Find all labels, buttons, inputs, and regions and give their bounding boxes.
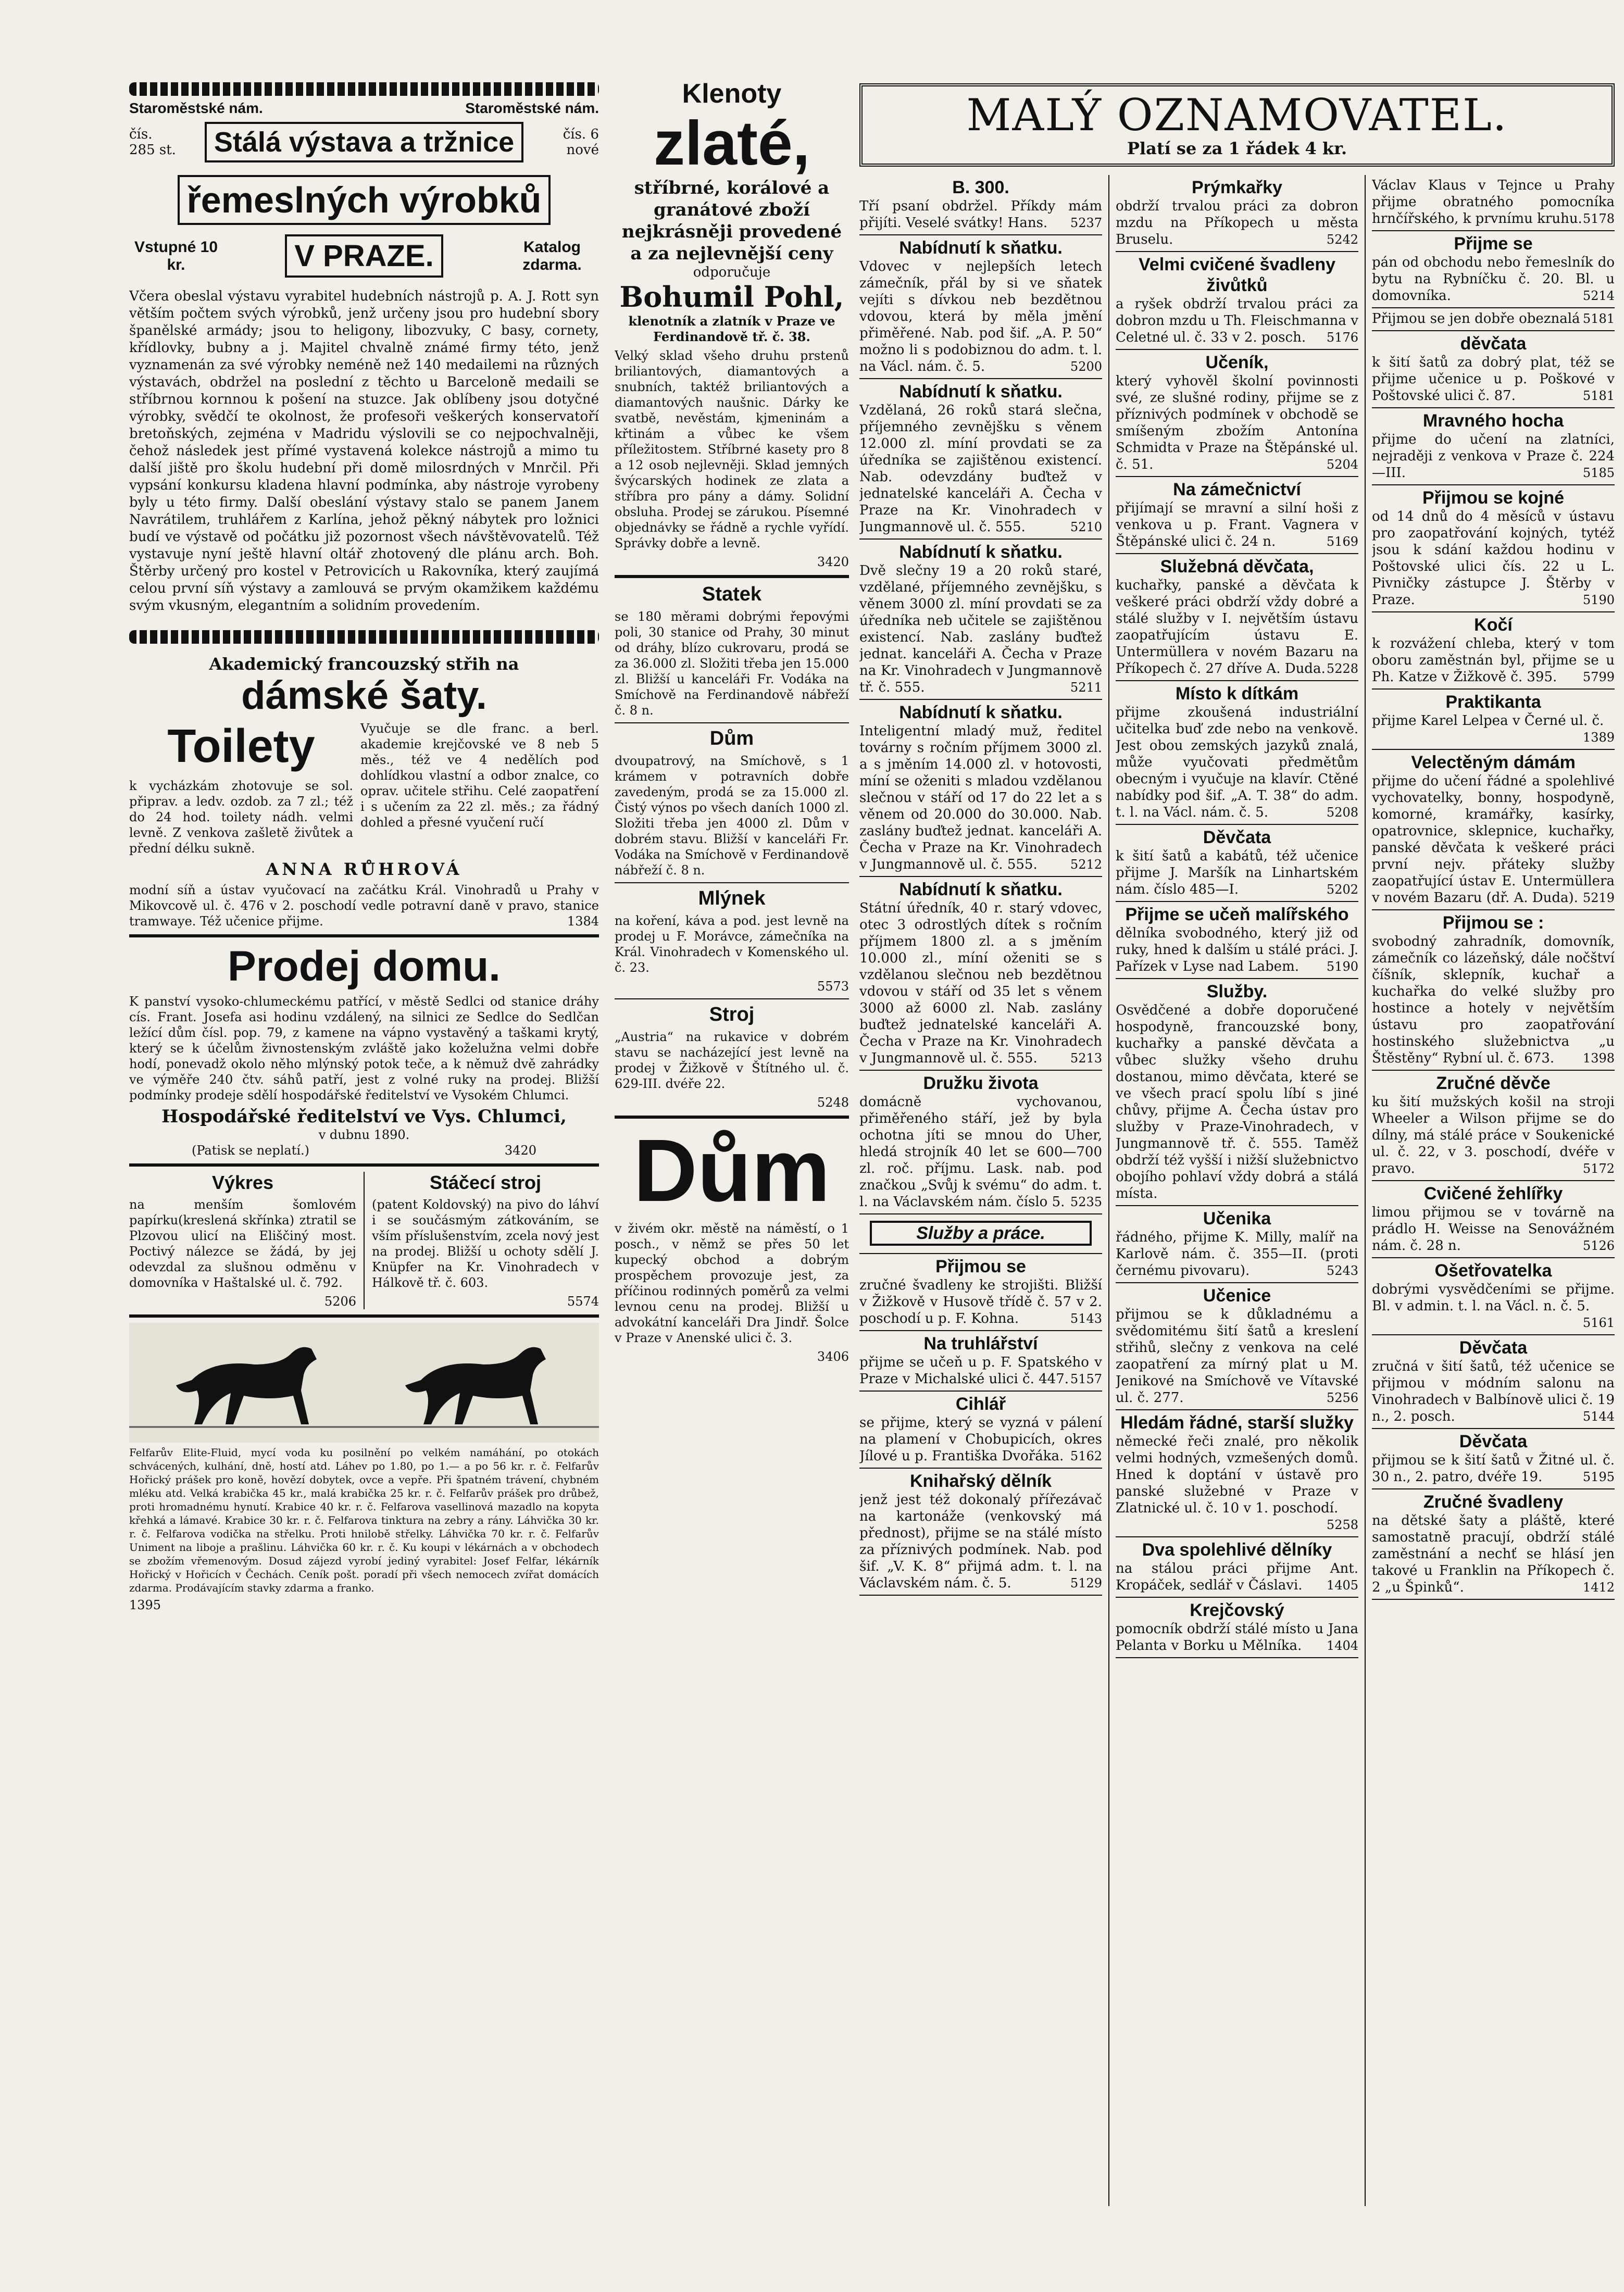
classified-ad — [1116, 175, 1358, 252]
classified-title: Knihařský dělník — [909, 1471, 1052, 1491]
classified-title: Ošetřovatelka — [1434, 1261, 1552, 1281]
strojm-text: „Austria“ na rukavice v dobrém stavu se nacházející jest levně na prodej v Žižkově v Štítného ul. č. 629-III. dvéře 22. — [615, 1030, 849, 1091]
classified-text: od 14 dnů do 4 měsíců v ústavu pro zaopatřování kojných, tytéž jsou k sdání každou hodinu v Poštovské ulici čís. 22 u L. Pivničky zástupce J. Štěrby v Praze. — [1372, 509, 1615, 608]
classified-text: domácně vychovanou, přiměřeného stáří, jež by byla ochotna jíti se mnou do Uher, hledá strojník 40 let se 600—700 zl. roč. příjmu. Lask. nab. pod značkou „Svůj k svému“ do adm. t. l. na Václavském nám. číslo 5. — [859, 1094, 1102, 1210]
classified-title: Nabídnutí k sňatku. — [899, 880, 1063, 899]
classified-title: Místo k dítkám — [1175, 684, 1299, 704]
classified-ad — [1116, 1537, 1358, 1598]
ad-number: 5126 — [1582, 1238, 1615, 1253]
ad-number: 5181 — [1582, 389, 1615, 403]
classified-ad — [1372, 910, 1615, 1071]
ad-number: 5185 — [1582, 466, 1615, 480]
house-sale-sign: Hospodářské ředitelství ve Vys. Chlumci, — [161, 1106, 567, 1127]
classified-text: dobrými vysvědčeními se přijme. Bl. v admin. t. l. na Václ. n. č. 5. — [1372, 1282, 1615, 1314]
classified-ad — [1116, 1410, 1358, 1537]
classified-title: Učenice — [1203, 1286, 1271, 1306]
classified-ad — [1372, 1258, 1615, 1335]
dum1-title: Dům — [709, 728, 754, 749]
classified-ad — [1116, 350, 1358, 477]
salon-name: ANNA RŮHROVÁ — [266, 859, 463, 879]
classified-text: Přijmou se jen dobře obeznalá — [1372, 311, 1580, 327]
classified-title: Přijmou se kojné — [1422, 488, 1565, 508]
right-column — [859, 78, 1615, 2206]
dum2-title: Dům — [633, 1121, 830, 1220]
ad-number: 5190 — [1326, 959, 1358, 974]
ad-number: 5210 — [1070, 520, 1102, 534]
classified-text: zručná v šití šatů, též učenice se přijmou v módním salonu na Vinohradech v Balbínově ulici č. 19 n., 2. posch. — [1372, 1359, 1615, 1424]
ad-number: 5200 — [1070, 359, 1102, 374]
jewelry-t5: Bohumil Pohl, — [619, 280, 844, 314]
classified-title: děvčata — [1460, 334, 1527, 354]
left-column — [129, 78, 599, 1612]
classified-text: Tří psaní obdržel. Příkdy mám přijíti. Veselé svátky! Hans. — [859, 198, 1102, 231]
classified-text: pomocník obdrží stálé místo u Jana Pelanta v Borku u Mělníka. — [1116, 1621, 1358, 1654]
vykres-title: Výkres — [211, 1172, 274, 1193]
classified-text: Václav Klaus v Tejnce u Prahy přijme obratného pomocníka hrnčířského, k prvnímu kruhu. — [1372, 178, 1615, 227]
mlynek-text: na koření, káva a pod. jest levně na prodej u F. Morávce, zámečníka na Král. Vinohradech v Komenského ul. č. 23. — [615, 913, 849, 975]
ad-number: 5172 — [1582, 1161, 1615, 1176]
strojm-title: Stroj — [709, 1004, 755, 1025]
ad-number: 5211 — [1070, 680, 1102, 695]
classified-ad — [1372, 750, 1615, 910]
exhibit-left-address: Staroměstské nám. — [129, 100, 263, 116]
classified-ad — [859, 379, 1102, 540]
classified-ad — [859, 540, 1102, 700]
house-sale-title: Prodej domu. — [228, 943, 501, 990]
ad-number: 5213 — [1070, 1051, 1102, 1066]
ad-number: 5169 — [1326, 534, 1358, 549]
classified-title: Nabídnutí k sňatku. — [899, 703, 1063, 722]
classified-ad — [1116, 1206, 1358, 1283]
classified-title: Praktikanta — [1445, 692, 1541, 712]
classified-title: Učeník, — [1205, 353, 1269, 372]
ad-number: 5799 — [1582, 670, 1615, 684]
ad-number: 5176 — [1326, 330, 1358, 345]
classified-title: Děvčata — [1203, 828, 1271, 847]
classifieds-header — [859, 83, 1615, 167]
classifieds-col-c — [1372, 175, 1615, 2206]
salon-foot: modní síň a ústav vyučovací na začátku Král. Vinohradů u Prahy v Mikovcově ul. č. 476 v 2. poschodí vedle potravní daně v pravo, stanice tramwaye. Též učenice přijme. — [129, 883, 599, 929]
jewelry-t1: Klenoty — [682, 79, 782, 109]
classified-title: Děvčata — [1459, 1432, 1528, 1451]
classified-text: přijme Karel Lelpea v Černé ul. č. — [1372, 713, 1604, 729]
ad-number: 1404 — [1326, 1638, 1358, 1653]
exhibit-catalog: Katalog zdarma. — [522, 238, 582, 273]
classified-ad — [1372, 231, 1615, 308]
statek-text: se 180 měrami dobrými řepovými poli, 30 stanice od Prahy, 30 minut od dráhy, blízo cukrovaru, prodá se za 36.000 zl. Složiti třeba jen 15.000 zl. Bližší u kanceláři Fr. Vodáka na Smíchově na Ferdinandově nábřeží č. 8 n. — [615, 609, 849, 718]
ad-number: 5144 — [1582, 1409, 1615, 1424]
classified-ad — [1116, 477, 1358, 554]
ad-number: 3420 — [504, 1143, 536, 1158]
ad-number: 5157 — [1070, 1372, 1102, 1386]
jewelry-t6: klenotník a zlatník v Praze ve Ferdinandově tř. č. 38. — [628, 314, 835, 344]
ad-number: 5574 — [567, 1294, 599, 1309]
salon-title: dámské šaty. — [241, 673, 487, 718]
classified-title: Učenika — [1203, 1209, 1271, 1229]
classified-text: se přijme, který se vyzná v pálení na plamení v Chobupicích, okres Jílové u p. Františka Dvořáka. — [859, 1415, 1102, 1464]
ad-number: 5204 — [1326, 457, 1358, 472]
exhibit-left-number: čís. 285 st. — [129, 127, 176, 158]
decorative-rule — [129, 82, 599, 96]
classified-title: Nabídnutí k sňatku. — [899, 382, 1063, 402]
ad-number: 5219 — [1582, 891, 1615, 905]
classified-title: Služby. — [1206, 982, 1268, 1001]
dum2-text: v živém okr. městě na náměstí, o 1 posch., v němž se přes 50 let kupecký obchod a dobrým prospěchem provozuje jest, za příčinou rodinných poměrů za velmi levnou cenu na prodej. Bližší u advokátní kanceláři Dra Jindř. Šolce v Praze v Anenské ulici č. 3. — [615, 1221, 849, 1345]
classified-ad — [1372, 485, 1615, 612]
salon-toilets: Toilety — [167, 720, 315, 772]
house-sale-note: (Patisk se neplatí.) — [192, 1143, 310, 1158]
classifieds-title: MALÝ OZNAMOVATEL. — [966, 90, 1508, 141]
classified-text: pán od obchodu nebo řemeslník do bytu na Rybníčku č. 20. Bl. u domovníka. — [1372, 255, 1615, 304]
classified-title: Mravného hocha — [1422, 411, 1564, 431]
classified-ad — [1116, 825, 1358, 902]
ad-number: 5212 — [1070, 857, 1102, 872]
classified-title: Dva spolehlivé dělníky — [1142, 1540, 1332, 1560]
classified-ad — [1116, 979, 1358, 1206]
ad-number: 5214 — [1582, 289, 1615, 303]
classified-text: přijmou se k důkladnému a svědomitému šití šatů a kreslení střihů, slečny z venkova na celé zaopatření za mírný plat u M. Jenikové na Smíchově ve Vítavské ul. č. 277. — [1116, 1307, 1358, 1406]
classified-title: B. 300. — [952, 178, 1009, 197]
classified-title: Přijme se — [1454, 234, 1533, 254]
ad-number: 5202 — [1326, 882, 1358, 897]
classified-title: Nabídnutí k sňatku. — [899, 238, 1063, 258]
classified-ad — [1372, 331, 1615, 408]
classified-text: německé řeči znalé, pro několik velmi hodných, vzmešených domů. Hned k doptání v ústavě pro panské služebné v Praze v Zlatnické ul. č. 10 v 1. poschodí. — [1116, 1434, 1358, 1516]
ad-number: 5258 — [1326, 1518, 1358, 1532]
ad-number: 3420 — [817, 555, 849, 569]
statek-title: Statek — [702, 583, 762, 605]
jewelry-body: Velký sklad všeho druhu prstenů briliantových, diamantových a snubních, taktéž briliantových a diamantových naušnic. Dárky ke svatbě, nevěstám, kjmeninám a křtinám a vůbec ke všem příležitostem. Stříbrné kasety pro 8 a 12 osob nejlevněji. Sklad jemných švýcarských hodinek ze zlata a stříbra pro pány a dámy. Solidní obsluha. Prodej se zárukou. Písemné objednávky se řádně a rychle vyřídí. Správky dobře a levně. — [615, 348, 849, 550]
ad-number: 1405 — [1326, 1578, 1358, 1593]
dum1-text: dvoupatrový, na Smíchově, s 1 krámem v potravních dobře zavedeným, prodá se za 15.000 zl. Čistý výnos po všech daních 1000 zl. Složiti třeba jen 4000 zl. Dům v dobrém stavu. Bližší v kanceláři Fr. Vodáka na Smíchově v Ferdinandově nábřeží č. 8 n. — [615, 754, 849, 878]
horse-icon — [129, 1323, 599, 1443]
exhibit-entry: Vstupné 10 kr. — [134, 238, 218, 273]
classified-ad — [1372, 408, 1615, 485]
ad-number: 5195 — [1582, 1470, 1615, 1484]
exhibit-city: V PRAZE. — [285, 234, 443, 278]
classified-ad — [859, 235, 1102, 379]
classified-title: Velectěným dámám — [1411, 753, 1576, 772]
classified-title: Cvičené žehlířky — [1423, 1184, 1563, 1204]
classified-ad — [859, 1331, 1102, 1392]
decorative-rule — [129, 630, 599, 644]
mlynek-title: Mlýnek — [698, 887, 766, 909]
classified-ad — [1372, 308, 1615, 331]
ad-number: 5237 — [1070, 216, 1102, 230]
classified-title: Družku života — [923, 1073, 1039, 1093]
ad-number: 5235 — [1070, 1195, 1102, 1209]
exhibit-right-number: čís. 6 nové — [563, 127, 599, 158]
jewelry-t4: odporučuje — [693, 265, 771, 280]
classified-text: k šití šatů za dobrý plat, též se přijme učenice u p. Poškové v Poštovské ulici č. 87. — [1372, 355, 1615, 404]
classified-text: přijme zkoušená industriální učitelka buď zde nebo na venkově. Jest obou zemských jazyků znalá, může vyučovati předmětům obecným i vyučuje na klavír. Ctěné nabídky pod šif. „A. T. 38“ do adm. t. l. na Václ. nám. č. 5. — [1116, 705, 1358, 820]
classified-text: zručné švadleny ke strojišti. Bližší v Žižkově v Husově třídě č. 57 v 2. poschodí u p. F. Kohna. — [859, 1277, 1102, 1326]
jewelry-t3: stříbrné, korálové a granátové zboží nejkrásněji provedené a za nejlevnější ceny — [621, 178, 842, 264]
classified-title: Hledám řádné, starší služky — [1120, 1413, 1354, 1433]
classified-text: Státní úředník, 40 r. starý vdovec, otec 3 odrostlých dítek s ročním příjmem 1800 zl. a s jměním 10.000 zl., míní oženiti se s vzdělanou slečnou neb bezdětnou vdovou v stáří od 35 let s věnem 3000 až 6000 zl. Nab. zaslány buďtež jednatelské kanceláři A. Čecha v Praze na Kr. Vinohradech v Jungmannově ul. č. 555. — [859, 900, 1102, 1066]
ad-number: 5161 — [1582, 1316, 1615, 1330]
classified-text: přijmou se k šití šatů v Žitné ul. č. 30 n., 2. patro, dvéře 19. — [1372, 1452, 1615, 1485]
ad-number: 1398 — [1582, 1051, 1615, 1066]
classified-title: Prýmkařky — [1192, 178, 1282, 197]
classified-text: dělníka svobodného, který již od ruky, hned k dalším u stálé práci. J. Pařízek v Lyse nad Labem. — [1116, 925, 1358, 974]
classified-text: kuchařky, panské a děvčata k veškeré práci obdrží vždy dobré a stálé služby v I. největším ústavu zaopatřujícím ústavu E. Untermüllera v novém Bazaru na Příkopech č. 27 dříve A. Duda. — [1116, 578, 1358, 677]
classified-text: na stálou práci přijme Ant. Kropáček, sedlář v Čáslavi. — [1116, 1561, 1358, 1593]
classified-ad — [1116, 1598, 1358, 1658]
classified-ad — [1116, 681, 1358, 825]
classified-title: Zručné děvče — [1436, 1073, 1551, 1093]
horse-illustration — [129, 1323, 599, 1443]
classified-ad — [859, 1392, 1102, 1469]
classified-text: přijme se učeň u p. F. Spatského v Praze v Michalské ulici č. 447. — [859, 1355, 1102, 1387]
middle-column — [615, 78, 849, 1364]
ad-number: 5243 — [1326, 1263, 1358, 1278]
classified-title: Kočí — [1474, 615, 1513, 635]
ad-number: 5573 — [817, 979, 849, 994]
classified-text: a ryšek obdrží trvalou práci za dobron mzdu u Th. Fleischmanna v Celetné ul. č. 33 v 2. posch. — [1116, 296, 1358, 345]
classified-ad — [859, 1071, 1102, 1214]
classified-ad — [1372, 1181, 1615, 1258]
classified-title: Na truhlářství — [923, 1334, 1038, 1354]
classified-text: Vdovec v nejlepších letech zámečník, přál by si ve sňatek vejíti s dívkou neb bezdětnou vdovou, která by měla jmění přiměřené. Nab. pod šif. „A. P. 50“ možno li s podobiznou do adm. t. l. na Václ. nám. č. 5. — [859, 259, 1102, 374]
classified-ad — [1372, 1429, 1615, 1489]
ad-number: 3406 — [817, 1349, 849, 1364]
ad-number: 5181 — [1582, 311, 1615, 326]
classified-ad — [859, 175, 1102, 235]
house-sale-date: v dubnu 1890. — [318, 1128, 410, 1142]
ad-number: 5248 — [817, 1095, 849, 1110]
classified-ad — [1116, 554, 1358, 681]
jewelry-t2: zlaté, — [653, 108, 810, 178]
classified-title: Cihlář — [955, 1394, 1006, 1414]
classified-title: Přijmou se — [935, 1257, 1026, 1276]
exhibit-title-2: řemeslných výrobků — [178, 175, 551, 225]
classifieds-subtitle: Platí se za 1 řádek 4 kr. — [1127, 139, 1347, 158]
classified-ad — [1116, 252, 1358, 350]
classified-text: přijímají se mravní a silní hoši z venkova u p. Frant. Vagnera v Štěpánské ulici č. 24 n. — [1116, 500, 1358, 549]
classified-title: Na zámečnictví — [1173, 480, 1301, 499]
classified-text: limou přijmou se v továrně na prádlo H. Weisse na Senovážném nám. č. 28 n. — [1372, 1205, 1615, 1254]
classified-text: na dětské šaty a pláště, které samostatně pracují, obdrží stálé zaměstnání a nechť se hlásí jen takové u Franklin na Příkopech č. 2 „u Špinků“. — [1372, 1513, 1615, 1595]
classified-title: Děvčata — [1459, 1338, 1528, 1358]
ad-number: 5228 — [1326, 661, 1358, 676]
salon-text-left: k vycházkám zhotovuje se sol. připrav. a ledv. ozdob. za 7 zl.; též do 24 hod. toilety nádh. velmi levně. Z venkova zašletě živůtek a přední délku sukně. — [129, 779, 353, 856]
classified-text: obdrží trvalou práci za dobron mzdu na Příkopech u města Bruselu. — [1116, 198, 1358, 247]
ad-number: 1384 — [567, 914, 599, 929]
exhibit-body: Včera obeslal výstavu vyrabitel hudebních nástrojů p. A. J. Rott syn větším počtem svých výrobků, jenž určeny jsou pro hudební sbory španělské armády; jsou to heligony, libozvuky, C basy, cornety, křídlovky, bubny a j. Majitel chvalně známé firmy této, jenž vyznamenán za své výrobky neméně než 140 medailemi na různých výstavách, obdržel na poslední z těchto u Barceloně medaili se stříbrnou kornnou k pošení na stuzce. Jak oblíbeny jsou dotyčné výrobky, svědčí te okolnost, že profesoři veškerých konservatoří bretoňských, zejména v Madridu výslovili se co nejpochvalněji, čehož následek jest přímé vystavená kolekce nástrojů a mimo tu další jiště pro školu hudební při domě milosrdných v Mnrčil. Při vypsání konkursu kladena hlavní podmínka, aby nástroje vyrobeny byly u této firmy. Další obeslání výstavy stalo se panem Janem Navrátilem, truhlářem z Karlína, jehož pěkný nábytek pro ložnici budí ve výstavě od počátku již pozornost všech návštěvovatelů. Též vystavuje nyní ještě hlavní oltář zhotovený dle plánu arch. Boh. Štěrby určený pro kostel v Petrovicích u Rakovníka, který zaujímá celou první síň výstavy a zamlouvá se prvým okamžikem každému svým vkusným, elegantním a solidním provedením. — [129, 289, 599, 613]
ad-number: 5242 — [1326, 232, 1358, 247]
stroj-title: Stáčecí stroj — [429, 1172, 542, 1193]
classified-ad — [1372, 1071, 1615, 1181]
classified-text: Dvě slečny 19 a 20 roků staré, vzdělané, příjemného zevnějšku, s věnem 3000 zl. míní provdati se za úředníka neb učitele se zajištěnou existencí. Nab. zaslány buďtež jednat. kanceláři A. Čecha v Praze na Kr. Vinohradech v Jungmannově tř. č. 555. — [859, 563, 1102, 695]
classified-ad — [859, 1469, 1102, 1596]
ad-number: 5162 — [1070, 1449, 1102, 1463]
ad-number: 5208 — [1326, 805, 1358, 820]
ad-number: 5178 — [1582, 211, 1615, 226]
ad-number: 1412 — [1582, 1580, 1615, 1595]
classifieds-col-a — [859, 175, 1102, 2206]
classified-ad — [1116, 1283, 1358, 1410]
classified-title: Služby a práce. — [870, 1221, 1092, 1246]
classified-title: Nabídnutí k sňatku. — [899, 542, 1063, 562]
classified-text: který vyhověl školní povinnosti své, ze slušné rodiny, přijme se z příznivých podmínek v obchodě se smíšeným zbožím Antonína Schmidta v Praze na Štěpánské ul. č. 51. — [1116, 373, 1358, 472]
salon-text-right: Vyučuje se dle franc. a berl. akademie krejčovské ve 8 neb 5 měs., též ve 4 nedělích pod dohlídkou vlastní a odbor znalce, co oprav. učitele střihu. Celé zaopatření i s učením za 22 zl. měs.; za řádný dohled a přesné vyučení ručí — [360, 721, 599, 830]
classified-text: Vzdělaná, 26 roků stará slečna, příjemného zevnějšku s věnem 12.000 zl. míní provdati se za úředníka se zajištěnou existencí. Nab. odevzdány buďtež v jednatelské kanceláři A. Čecha v Praze na Kr. Vinohradech v Jungmannově ul. č. 555. — [859, 403, 1102, 535]
classified-ad — [1372, 690, 1615, 750]
classified-text: svobodný zahradník, domovník, zámečník co lázeňský, dále nočštví číšník, sklepník, kuchař a kuchařka do velké služby pro hostince a hotely v největším ústavu pro zaopatřování hostinského služebnictva „u Štěstěny“ Rybní ul. č. 673. — [1372, 934, 1615, 1066]
classified-title: Služebná děvčata, — [1160, 557, 1314, 577]
ad-number: 5206 — [324, 1294, 356, 1309]
classified-ad — [1372, 1335, 1615, 1429]
exhibit-title-1: Stálá výstava a tržnice — [205, 122, 523, 162]
classifieds-col-b — [1116, 175, 1358, 2206]
classified-text: Inteligentní mladý muž, ředitel továrny s ročním příjmem 3000 zl. a s jměním 14.000 zl. v hotovosti, míní se oženiti s mladou vzdělanou slečnou v stáří od 17 do 22 let a s věnem od 20.000 do 30.000. Nab. zaslány buďtež jednat. kanceláři A. Čecha v Praze na Kr. Vinohradech v Jungmannově ul. č. 555. — [859, 723, 1102, 872]
vykres-text: na menším šomlovém papírku(kreslená skřínka) ztratil se Plzovou ulicí na Eliščiný most. Poctivý nálezce se žádá, by jej odevzdal za slušnou odměnu v domovníka v Haštalské ul. č. 792. — [129, 1197, 356, 1290]
classified-ad — [1372, 612, 1615, 690]
classified-title: Přijme se učeň malířského — [1125, 905, 1349, 924]
classified-title: Zručné švadleny — [1423, 1492, 1564, 1512]
exhibit-right-address: Staroměstské nám. — [465, 100, 599, 116]
classified-text: ku šití mužských košil na stroji Wheeler a Wilson přijme se do dílny, má stálé práce v Soukenické ul. č. 22, v 3. poschodí, dvéře v pravo. — [1372, 1094, 1615, 1176]
classified-text: řádného, přijme K. Milly, malíř na Karlově nám. č. 355—II. (proti černému pivovaru). — [1116, 1230, 1358, 1279]
ad-number: 1395 — [129, 1598, 161, 1612]
ad-number: 5190 — [1582, 593, 1615, 607]
ad-number: 5143 — [1070, 1311, 1102, 1326]
classified-ad — [859, 700, 1102, 877]
stroj-text: (patent Koldovský) na pivo do láhví i se součásmým zátkováním, se vším příslušenstvím, zcela nový jest na prodej. Bližší u ochoty sdělí J. Knüpfer na Kr. Vinohradech v Hálkově tř. č. 603. — [372, 1197, 599, 1290]
classified-title: Přijmou se : — [1442, 913, 1544, 933]
classified-text: k rozvážení chleba, který v tom oboru zaměstnán byl, přijme se u Ph. Katze v Žižkově č. 395. — [1372, 636, 1615, 685]
classified-ad — [859, 1254, 1102, 1331]
classified-ad — [1372, 1489, 1615, 1600]
classified-ad — [1372, 175, 1615, 231]
classified-ad — [859, 877, 1102, 1071]
classified-title: Velmi cvičené švadleny živůtků — [1138, 255, 1336, 295]
ad-number: 5256 — [1326, 1391, 1358, 1405]
ad-number: 5129 — [1070, 1576, 1102, 1590]
classified-title: Krejčovský — [1190, 1600, 1284, 1620]
salon-banner: Akademický francouzský střih na — [209, 654, 519, 674]
classified-text: Osvědčené a dobře doporučené hospodyně, francouzské bony, kuchařky a panské děvčata a vůbec služky všeho druhu dostanou, mimo děvčata, které se ve všech prací spolu líbí s jiné chůvy, přijme A. Čecha ústav pro služby v Praze-Vinohradech, v Jungmannově tř. č. 555. Taměž obdrží též vyšší i nižší služebnictvo obojího pohlaví vždy dobrá a stálá místa. — [1116, 1003, 1358, 1201]
ad-number: 1389 — [1582, 730, 1615, 745]
house-sale-text: K panství vysoko-chlumeckému patřící, v městě Sedlci od stanice dráhy cís. Frant. Josefa asi hodinu vzdálený, na silnici ze Sedlce do Sedlčan ležící dům čísl. pop. 79, z kamene na vápno vystavěný a taškami krytý, který se k účelům živnostenským zvláště jako koželužna velmi dobře hodí, ponevadž okolo něho mlýnský potok teče, a k němuž dvě zahrádky ve výměře 240 čtv. sáhů patří, jest z volné ruky na prodej. Bližší podmínky prodeje sdělí hospodářské ředitelství ve Vysokém Chlumci. — [129, 994, 599, 1103]
classified-text: přijme do učení na zlatníci, nejraději z venkova v Praze č. 224—III. — [1372, 432, 1615, 481]
felfar-text: Felfarův Elite-Fluid, mycí voda ku posilnění po velkém namáhání, po otokách schvácených, kulhání, dně, hostí atd. Láhev po 1.80, po 1.— a po 56 kr. r. č. Felfarův Hořický prášek pro koně, hovězí dobytek, ovce a vepře. Při špatném trávení, chybném mléku atd. Velká krabička 45 kr., malá krabička 25 kr. r. č. Felfarův prášek pro drůbež, proti hromadnému hynutí. Krabice 40 kr. r. č. Felfarova vasellinová mazadlo na kopyta křehká a lámavé. Krabice 30 kr. r. č. Felfarova tinktura na zebry a rány. Láhvička 30 kr. r. č. Felfarova vodička na střelku. Proti hnilobě střelky. Láhvička 70 kr. r. č. Felfarův Uniment na liboje a prašlinu. Láhvička 60 kr. r. č. Ku koupi v lékárnách a v obchodech se zbožím vřemenovým. Dosud zájezd vyrobí jediný vyrabitel: Josef Felfar, lékárník Hořický v Hořicích v Čechách. Ceník pošt. poradí při všech nemocech zvířat domácích zdarma. Prodávajícím stavky zdarma a franko. — [129, 1446, 599, 1594]
classified-ad — [859, 1214, 1102, 1254]
classified-text: jenž jest též dokonalý přířezávač na kartonáže (venkovský má přednost), přijme se na stálé místo za příznivých podmínek. Nab. pod šif. „V. K. 8“ přijmá adm. t. l. na Václavském nám. č. 5. — [859, 1492, 1102, 1591]
classified-ad — [1116, 902, 1358, 979]
classified-text: k šití šatů a kabátů, též učenice přijme J. Maršík na Linhartském nám. číslo 485—I. — [1116, 848, 1358, 897]
classified-text: přijme do učení řádné a spolehlivé vychovatelky, bonny, hospodyně, komorné, kramářky, kasírky, opatrovnice, sklepnice, kuchařky, panské děvčata k veškeré práci první nejv. přáteky služby zaopatřující ústav E. Untermüllera v novém Bazaru (dř. A. Duda). — [1372, 773, 1615, 906]
